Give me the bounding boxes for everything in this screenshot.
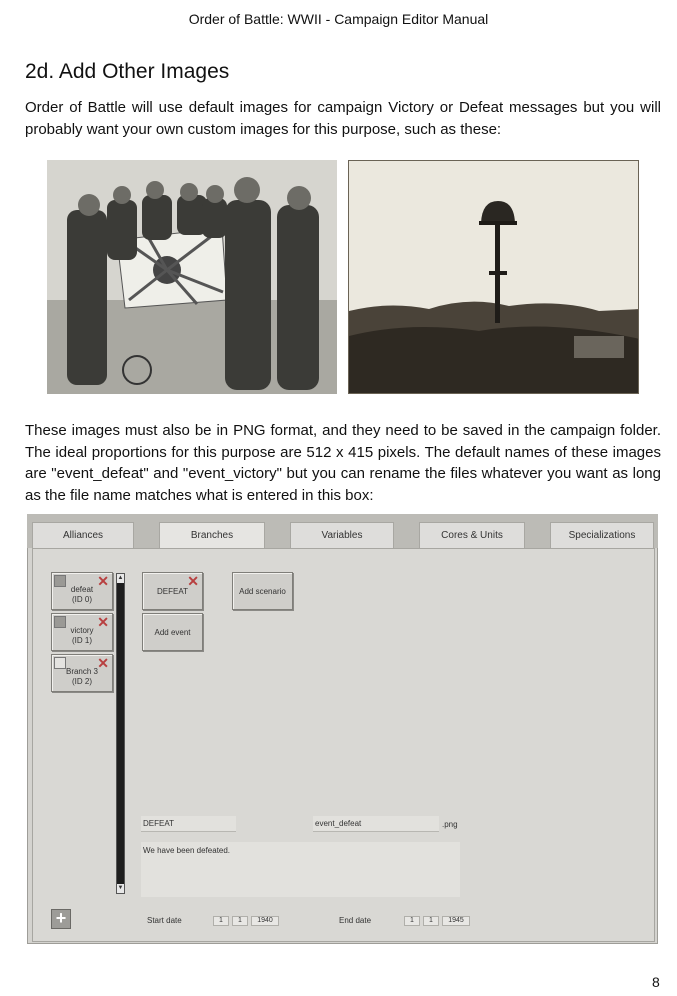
event-button-label: DEFEAT <box>157 587 188 596</box>
campaign-editor-window <box>27 514 658 944</box>
add-branch-icon[interactable]: + <box>51 909 71 929</box>
delete-branch-icon[interactable]: ✕ <box>97 655 109 671</box>
branch-id: (ID 2) <box>72 677 92 686</box>
end-date-label: End date <box>339 916 372 925</box>
page-number: 8 <box>652 974 660 990</box>
branch-tile-victory[interactable] <box>51 613 113 651</box>
start-date-label: Start date <box>147 916 182 925</box>
branch-thumbnail <box>54 575 66 587</box>
start-year-input[interactable]: 1940 <box>251 916 279 926</box>
delete-branch-icon[interactable]: ✕ <box>97 614 109 630</box>
victory-photo <box>47 160 337 394</box>
page-header: Order of Battle: WWII - Campaign Editor Manual <box>188 11 489 27</box>
end-year-input[interactable]: 1945 <box>442 916 470 926</box>
event-message-textarea[interactable]: We have been defeated. <box>141 842 460 897</box>
tab-specializations[interactable]: Specializations <box>550 522 654 548</box>
branch-id: (ID 0) <box>72 595 92 604</box>
intro-paragraph: Order of Battle will use default images for campaign Victory or Defeat messages but you will probably want your own custom images for this purpose, such as these: <box>25 99 661 138</box>
body-paragraph: These images must also be in PNG format, and they need to be saved in the campaign folder. The ideal proportions for this purpose are 512 x 415 pixels. The default names of these images are "event_defeat" and "event_victory" but you can rename the files whatever you want as long as the file name matches what is entered in this box: <box>25 422 661 504</box>
end-month-input[interactable]: 1 <box>423 916 439 926</box>
png-extension-label: .png <box>442 820 458 829</box>
branch-id: (ID 1) <box>72 636 92 645</box>
branch-thumbnail <box>54 616 66 628</box>
end-day-input[interactable]: 1 <box>404 916 420 926</box>
branch-name: Branch 3 <box>65 667 99 676</box>
branch-name: victory <box>70 626 94 635</box>
add-scenario-button[interactable]: Add scenario <box>232 572 293 610</box>
add-event-button[interactable]: Add event <box>142 613 203 651</box>
tab-branches[interactable]: Branches <box>159 522 265 550</box>
start-month-input[interactable]: 1 <box>232 916 248 926</box>
event-title-input[interactable]: DEFEAT <box>141 816 236 832</box>
tab-variables[interactable]: Variables <box>290 522 394 548</box>
scroll-up-arrow-icon[interactable]: ▲ <box>117 575 124 581</box>
branch-name: defeat <box>70 585 94 594</box>
scroll-down-arrow-icon[interactable]: ▼ <box>117 885 124 891</box>
event-button-defeat[interactable] <box>142 572 203 610</box>
image-name-input[interactable]: event_defeat <box>313 816 439 832</box>
delete-branch-icon[interactable]: ✕ <box>97 573 109 589</box>
branch-thumbnail <box>54 657 66 669</box>
tab-alliances[interactable]: Alliances <box>32 522 134 548</box>
section-heading: 2d. Add Other Images <box>25 60 230 83</box>
delete-event-icon[interactable]: ✕ <box>187 573 199 589</box>
defeat-photo <box>348 160 639 394</box>
branch-tile-branch-3[interactable] <box>51 654 113 692</box>
start-day-input[interactable]: 1 <box>213 916 229 926</box>
branch-tile-defeat[interactable] <box>51 572 113 610</box>
branch-list-scrollbar[interactable] <box>116 573 125 894</box>
tab-cores-units[interactable]: Cores & Units <box>419 522 525 548</box>
